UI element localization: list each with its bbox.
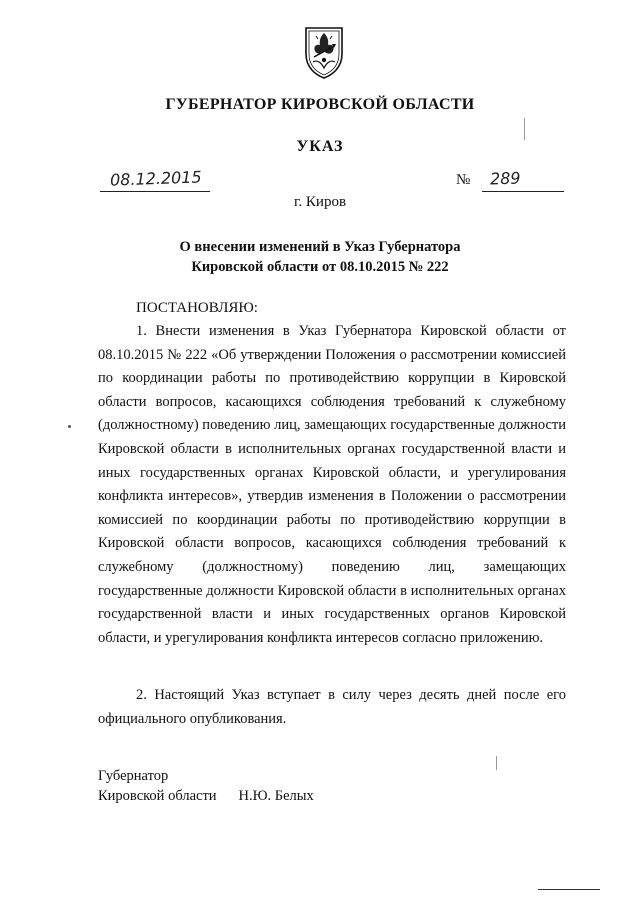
signatory-name: Н.Ю. Белых (238, 788, 314, 804)
issuing-authority: ГУБЕРНАТОР КИРОВСКОЙ ОБЛАСТИ (165, 96, 475, 113)
decree-keyword: ПОСТАНОВЛЯЮ: (136, 300, 258, 316)
number-label: № (456, 172, 471, 188)
document-type: УКАЗ (296, 138, 344, 155)
paragraph-1: 1. Внести изменения в Указ Губернатора Кировской области от 08.10.2015 № 222 «Об утверждении Положения о рассмотрении комиссией по координации работы по противодействию коррупции в Кировской области вопросов, касающихся соблюдения требований к служебному (должностному) поведению лиц, замещающих государственные должности Кировской области в исполнительных органах государственной власти и иных государственных органах Кировской области, и урегулирования конфликта интересов», утвердив изменения в Положении о рассмотрении комиссией по координации работы по противодействию коррупции в Кировской области вопросов, касающихся соблюдения требований к служебному (должностному) поведению лиц, замещающих государственные должности Кировской области в исполнительных органах государственной власти и иных государственных органов Кировской области, и урегулирования конфликта интересов согласно приложению. (98, 323, 566, 646)
handwritten-date: 08.12.2015 (109, 167, 202, 190)
scan-artifact-dot (68, 425, 71, 428)
scan-artifact-mark (496, 756, 497, 770)
paragraph-2: 2. Настоящий Указ вступает в силу через десять дней после его официального опубликования. (98, 687, 566, 727)
coat-of-arms-icon (302, 24, 346, 80)
signatory-title-line-1: Губернатор (98, 768, 169, 784)
scan-artifact-line (538, 889, 600, 890)
signature-block (98, 766, 314, 806)
handwritten-number: 289 (489, 168, 521, 189)
scan-artifact-mark (524, 118, 525, 140)
city: г. Киров (293, 194, 347, 210)
decree-subject (0, 237, 640, 277)
signatory-title-line-2: Кировской области (98, 788, 217, 804)
subject-line-1: О внесении изменений в Указ Губернатора (179, 239, 461, 255)
signatory-row (98, 786, 314, 806)
subject-line-2: Кировской области от 08.10.2015 № 222 (191, 259, 449, 275)
